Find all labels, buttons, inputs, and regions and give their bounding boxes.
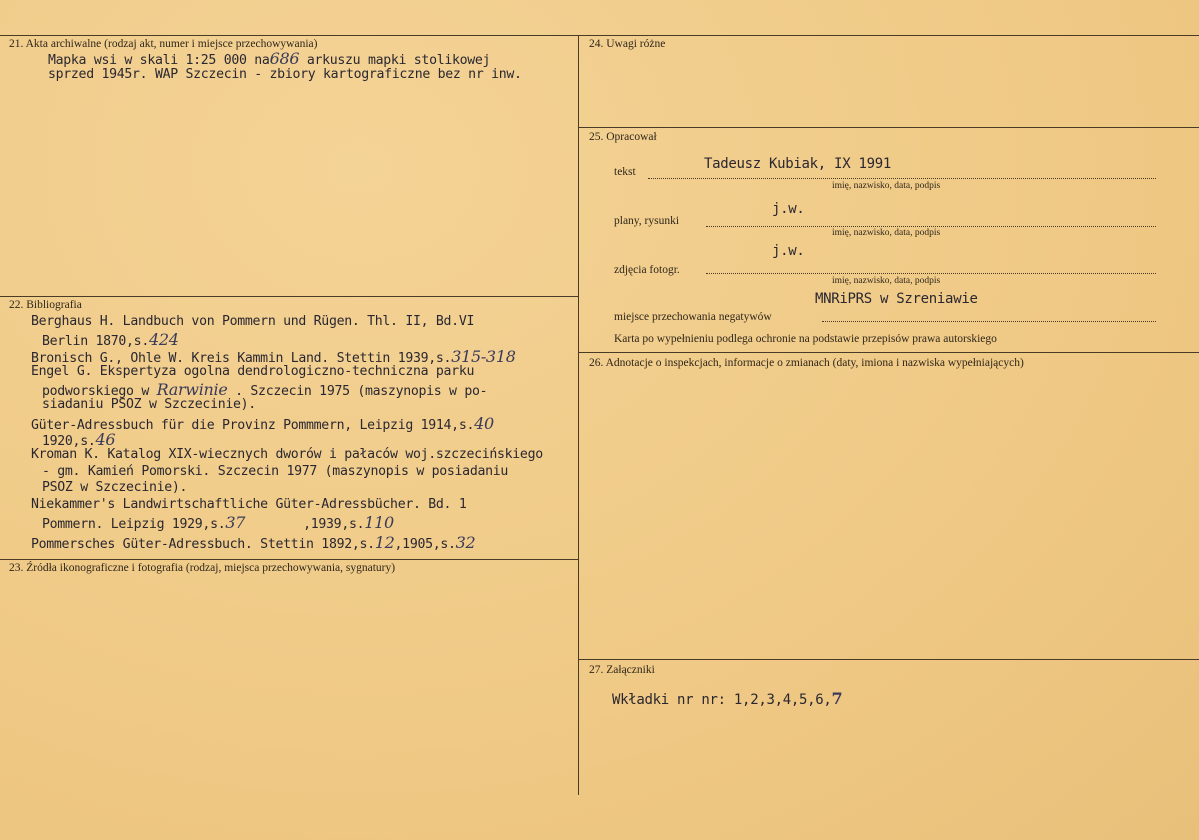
bib-4-hw: 40 <box>474 414 494 433</box>
bib-4a-text: Güter-Adressbuch für die Provinz Pommmern, Leipzig 1914,s. <box>31 418 475 433</box>
bib-7a: Pommersches Güter-Adressbuch. Stettin 1892,s. <box>31 537 375 552</box>
bib-3-hw: Rarwinie <box>156 380 228 399</box>
negatywy-line <box>822 321 1156 322</box>
zdjecia-caption: imię, nazwisko, data, podpis <box>832 276 941 286</box>
bib-5a: Kroman K. Katalog XIX-wiecznych dworów i pałaców woj.szczecińskiego <box>31 447 543 462</box>
zdjecia-value: j.w. <box>772 243 805 259</box>
divider-22-23 <box>0 559 579 560</box>
bib-2a: Bronisch G., Ohle W. Kreis Kammin Land. Stettin <box>31 351 398 366</box>
section-22-label: 22. Bibliografia <box>9 299 82 311</box>
negatywy-value: MNRiPRS w Szreniawie <box>815 291 978 307</box>
top-border <box>0 35 1199 36</box>
attachments-hw: 7 <box>831 689 843 708</box>
attachments-text: Wkładki nr nr: 1,2,3,4,5,6, <box>612 692 832 708</box>
s21-l1a: Mapka wsi w skali 1:25 000 na <box>48 53 270 68</box>
tekst-line <box>648 178 1156 179</box>
s21-l1b: arkuszu mapki stolikowej <box>299 53 491 68</box>
bib-7b: ,1905,s. <box>394 537 456 552</box>
divider-21-22 <box>0 296 579 297</box>
bib-6-hw2: 110 <box>364 513 394 532</box>
bib-6-hw: 37 <box>225 513 246 532</box>
bib-5c: PSOZ w Szczecinie). <box>42 480 188 495</box>
zdjecia-label: zdjęcia fotogr. <box>614 264 680 276</box>
plany-caption: imię, nazwisko, data, podpis <box>832 228 941 238</box>
section-27-label: 27. Załączniki <box>589 664 655 676</box>
tekst-caption: imię, nazwisko, data, podpis <box>832 181 941 191</box>
s21-handwritten-sheet: 686 <box>269 49 300 68</box>
section-21-line1 <box>48 49 490 68</box>
divider-24-25 <box>578 127 1199 128</box>
section-21-line2: sprzed 1945r. WAP Szczecin - zbiory kartograficzne bez nr inw. <box>48 67 522 82</box>
negatywy-label: miejsce przechowania negatywów <box>614 311 772 323</box>
center-divider <box>578 35 579 795</box>
section-21-label: 21. Akta archiwalne (rodzaj akt, numer i miejsce przechowywania) <box>9 38 318 50</box>
section-25-label: 25. Opracował <box>589 131 657 143</box>
bib-6c: ,1939,s. <box>303 517 365 532</box>
tekst-value: Tadeusz Kubiak, IX 1991 <box>704 156 891 172</box>
bib-3a: Engel G. Ekspertyza ogolna dendrologiczno-techniczna parku <box>31 364 475 379</box>
bib-2-hw: 315-318 <box>451 347 516 366</box>
tekst-label: tekst <box>614 166 636 178</box>
plany-label: plany, rysunki <box>614 215 680 227</box>
divider-25-26 <box>578 352 1199 353</box>
plany-value: j.w. <box>772 201 805 217</box>
bib-3c: . Szczecin 1975 (maszynopis w po- <box>227 384 488 399</box>
bib-1a: Berghaus H. Landbuch von Pommern und Rügen. Thl. II, Bd.VI <box>31 314 475 329</box>
bib-4b-text: 1920,s. <box>42 434 96 449</box>
bib-4-hw2: 46 <box>95 430 116 449</box>
zdjecia-line <box>706 273 1156 274</box>
bib-1b-text: Berlin 1870,s. <box>42 334 149 349</box>
bib-7 <box>31 533 475 552</box>
bib-7-hw: 12 <box>374 533 395 552</box>
copyright-note: Karta po wypełnieniu podlega ochronie na podstawie przepisów prawa autorskiego <box>614 333 997 345</box>
bib-3b-text: podworskiego w <box>42 384 157 399</box>
attachments-line <box>612 689 842 708</box>
plany-line <box>706 226 1156 227</box>
divider-26-27 <box>578 659 1199 660</box>
bib-5b: - gm. Kamień Pomorski. Szczecin 1977 (maszynopis w posiadaniu <box>42 464 509 479</box>
bib-2b: 1939,s. <box>397 351 452 366</box>
bib-1b-hw: 424 <box>148 330 179 349</box>
bib-7-hw2: 32 <box>455 533 476 552</box>
bib-6b <box>42 513 394 532</box>
section-24-label: 24. Uwagi różne <box>589 38 666 50</box>
bib-6b-text: Pommern. Leipzig 1929,s. <box>42 517 226 532</box>
section-23-label: 23. Źródła ikonograficzne i fotografia (rodzaj, miejsca przechowywania, sygnatury) <box>9 562 396 574</box>
bib-6a: Niekammer's Landwirtschaftliche Güter-Adressbücher. Bd. 1 <box>31 497 467 512</box>
section-26-label: 26. Adnotacje o inspekcjach, informacje o zmianach (daty, imiona i nazwiska wypełniających) <box>589 357 1024 369</box>
bib-3d: siadaniu PSOZ w Szczecinie). <box>42 397 256 412</box>
